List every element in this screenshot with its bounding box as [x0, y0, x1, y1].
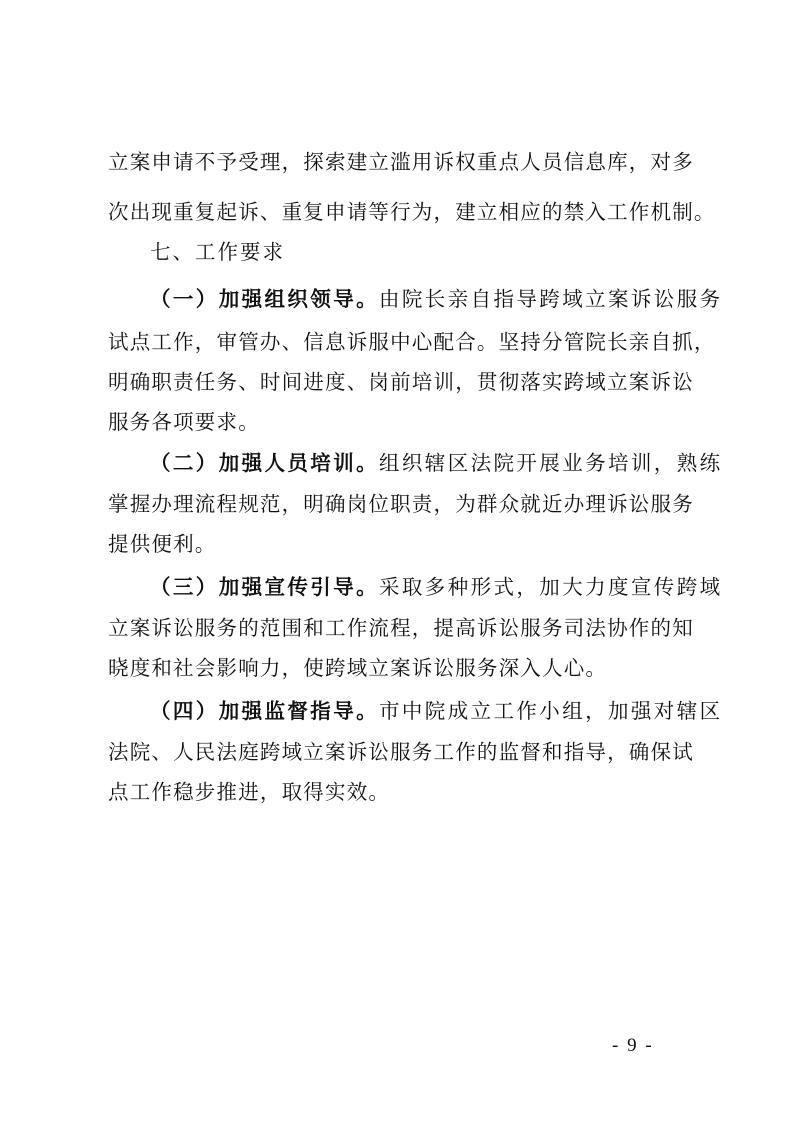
- item-3-first-line-text: 采取多种形式，加大力度宣传跨域: [379, 575, 723, 599]
- item-3-first-line: [150, 573, 723, 601]
- item-2-line-2: 掌握办理流程规范，明确岗位职责，为群众就近办理诉讼服务: [108, 492, 694, 516]
- item-4-line-3: 点工作稳步推进，取得实效。: [108, 780, 391, 804]
- item-2-first-line: [150, 449, 723, 477]
- item-2-first-line-text: 组织辖区法院开展业务培训，熟练: [379, 451, 723, 475]
- item-4-first-line: [150, 697, 723, 725]
- item-4-line-2: 法院、人民法庭跨域立案诉讼服务工作的监督和指导，确保试: [108, 740, 694, 764]
- item-2-line-3: 提供便利。: [108, 532, 217, 556]
- item-1-line-4: 服务各项要求。: [108, 410, 260, 434]
- intro-line-2: 次出现重复起诉、重复申请等行为，建立相应的禁入工作机制。: [108, 200, 716, 224]
- item-4-first-line-text: 市中院成立工作小组，加强对辖区: [379, 699, 723, 723]
- item-1-line-2: 试点工作，审管办、信息诉服中心配合。坚持分管院长亲自抓，: [108, 330, 716, 354]
- item-4-title: （四）加强监督指导。: [150, 699, 379, 723]
- item-3-title: （三）加强宣传引导。: [150, 575, 379, 599]
- item-1-line-3: 明确职责任务、时间进度、岗前培训，贯彻落实跨域立案诉讼: [108, 370, 694, 394]
- item-1-title: （一）加强组织领导。: [150, 287, 379, 311]
- item-1-first-line: [150, 285, 723, 313]
- section-heading: 七、工作要求: [150, 240, 285, 264]
- item-2-title: （二）加强人员培训。: [150, 451, 379, 475]
- item-3-line-2: 立案诉讼服务的范围和工作流程，提高诉讼服务司法协作的知: [108, 616, 694, 640]
- item-3-line-3: 晓度和社会影响力，使跨域立案诉讼服务深入人心。: [108, 656, 608, 680]
- intro-line-1: 立案申请不予受理，探索建立滥用诉权重点人员信息库，对多: [108, 150, 694, 174]
- item-1-first-line-text: 由院长亲自指导跨域立案诉讼服务: [379, 287, 723, 311]
- page-number: - 9 -: [612, 1035, 654, 1056]
